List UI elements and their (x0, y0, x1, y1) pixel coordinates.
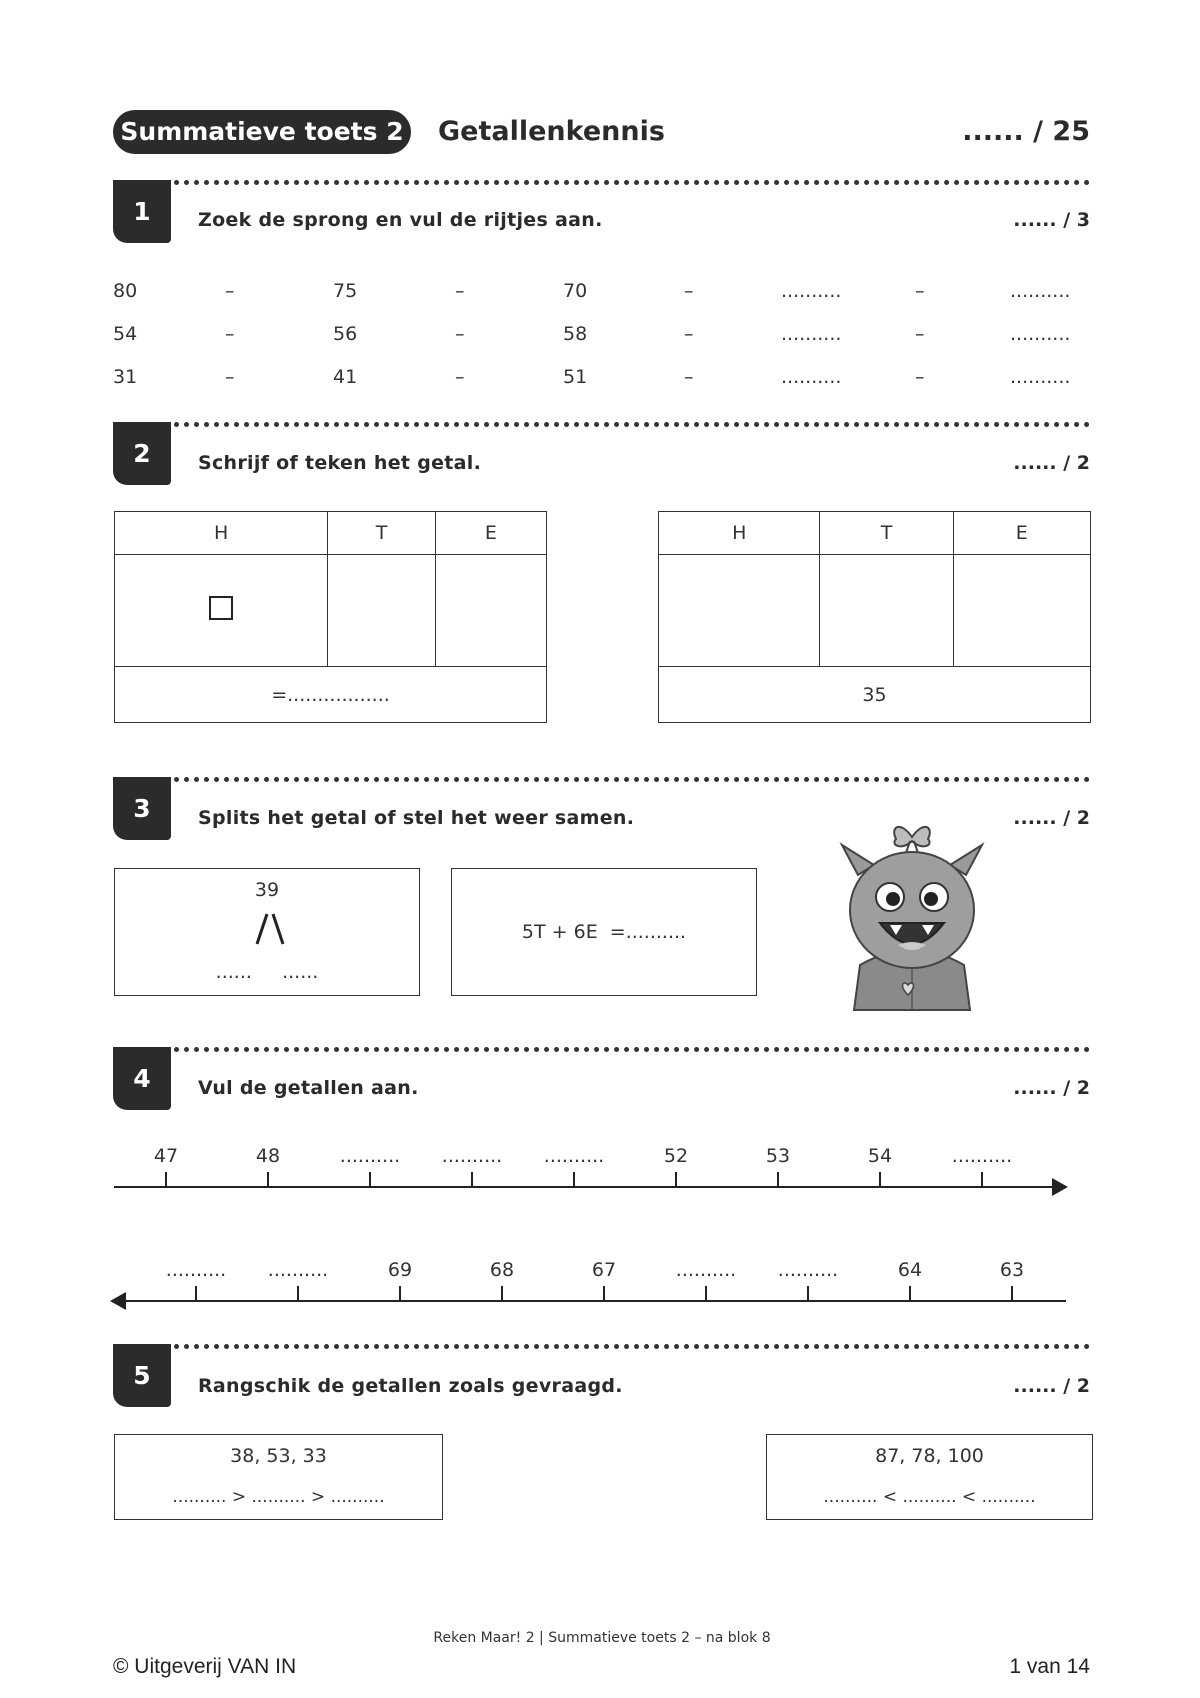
tick (777, 1172, 779, 1188)
tick (267, 1172, 269, 1188)
dash: – (225, 366, 235, 388)
tick (981, 1172, 983, 1188)
numbers-to-order: 87, 78, 100 (875, 1445, 984, 1467)
exercise-number-1: 1 (113, 180, 171, 243)
exercise-number-3: 3 (113, 777, 171, 840)
header-ones: E (435, 512, 546, 555)
exercise-1-instruction: Zoek de sprong en vul de rijtjes aan. (198, 209, 603, 231)
exercise-2-instruction: Schrijf of teken het getal. (198, 452, 482, 474)
split-number: 39 (254, 879, 280, 901)
dash: – (915, 323, 925, 345)
exercise-4-instruction: Vul de getallen aan. (198, 1077, 419, 1099)
number-label: 47 (153, 1145, 179, 1167)
sequence-value: 41 (333, 366, 358, 388)
tick (675, 1172, 677, 1188)
answer-blank[interactable]: .......... (781, 323, 842, 345)
order-answer[interactable]: .......... < .......... < .......... (823, 1487, 1036, 1507)
tick (399, 1286, 401, 1302)
number-label: 52 (663, 1145, 689, 1167)
header-tens: T (328, 512, 436, 555)
monster-mascot-icon (820, 815, 1005, 1015)
tick (165, 1172, 167, 1188)
answer-blank[interactable]: .......... (1010, 280, 1071, 302)
number-label: 69 (387, 1259, 413, 1281)
answer-blank[interactable]: .......... (267, 1259, 329, 1281)
section-divider (174, 180, 1090, 185)
dash: – (225, 323, 235, 345)
sequence-row-2 (113, 323, 1093, 347)
arrow-right-icon (1052, 1178, 1068, 1196)
given-number-cell: 35 (659, 667, 1091, 723)
number-label: 68 (489, 1259, 515, 1281)
split-number-box (114, 868, 420, 996)
tens-cell[interactable] (820, 555, 953, 667)
exercise-2-points: ...... / 2 (1013, 452, 1090, 474)
exercise-5-points: ...... / 2 (1013, 1375, 1090, 1397)
hundred-square-icon (209, 596, 233, 620)
dash: – (455, 280, 465, 302)
number-label: 67 (591, 1259, 617, 1281)
header-hundreds: H (659, 512, 820, 555)
topic-title: Getallenkennis (438, 116, 665, 147)
section-divider (174, 777, 1090, 782)
hundreds-cell (115, 555, 328, 667)
footer-course-info: Reken Maar! 2 | Summatieve toets 2 – na blok 8 (433, 1630, 771, 1646)
header-hundreds: H (115, 512, 328, 555)
sequence-value: 31 (113, 366, 138, 388)
result-cell[interactable]: =................. (115, 667, 547, 723)
exercise-5-instruction: Rangschik de getallen zoals gevraagd. (198, 1375, 623, 1397)
footer-copyright: © Uitgeverij VAN IN (113, 1655, 297, 1678)
answer-blank[interactable]: .......... (781, 280, 842, 302)
sequence-row-3 (113, 366, 1093, 390)
place-value-table-left (114, 511, 547, 723)
answer-blank[interactable]: .......... (675, 1259, 737, 1281)
section-divider (174, 422, 1090, 427)
order-answer[interactable]: .......... > .......... > .......... (172, 1487, 385, 1507)
place-value-table-right (658, 511, 1091, 723)
tick (807, 1286, 809, 1302)
dash: – (915, 280, 925, 302)
answer-blank[interactable]: .......... (165, 1259, 227, 1281)
tick (573, 1172, 575, 1188)
section-divider (174, 1344, 1090, 1349)
exercise-4-points: ...... / 2 (1013, 1077, 1090, 1099)
numbers-to-order: 38, 53, 33 (230, 1445, 327, 1467)
tick (195, 1286, 197, 1302)
total-score: ...... / 25 (962, 116, 1090, 147)
sequence-value: 51 (563, 366, 588, 388)
tick (909, 1286, 911, 1302)
tick (369, 1172, 371, 1188)
exercise-1-points: ...... / 3 (1013, 209, 1090, 231)
number-label: 63 (999, 1259, 1025, 1281)
sequence-value: 58 (563, 323, 588, 345)
answer-blank[interactable]: .......... (781, 366, 842, 388)
number-line-1 (114, 1186, 1061, 1188)
exercise-3-points: ...... / 2 (1013, 807, 1090, 829)
exercise-number-2: 2 (113, 422, 171, 485)
answer-blank[interactable]: .......... (339, 1145, 401, 1167)
exercise-number-5: 5 (113, 1344, 171, 1407)
tick (603, 1286, 605, 1302)
number-label: 54 (867, 1145, 893, 1167)
ones-cell (435, 555, 546, 667)
number-label: 48 (255, 1145, 281, 1167)
header-tens: T (820, 512, 953, 555)
answer-blank[interactable]: .......... (1010, 366, 1071, 388)
dash: – (684, 323, 694, 345)
sequence-value: 75 (333, 280, 358, 302)
tick (879, 1172, 881, 1188)
split-branches-icon (245, 909, 295, 949)
answer-blank[interactable]: .......... (441, 1145, 503, 1167)
tick (471, 1172, 473, 1188)
answer-blank[interactable]: .......... (777, 1259, 839, 1281)
header-ones: E (953, 512, 1090, 555)
dash: – (455, 323, 465, 345)
dash: – (455, 366, 465, 388)
split-blanks[interactable]: ...... ...... (215, 961, 319, 983)
tick (501, 1286, 503, 1302)
dash: – (225, 280, 235, 302)
tick (297, 1286, 299, 1302)
dash: – (915, 366, 925, 388)
test-title-badge: Summatieve toets 2 (113, 110, 411, 154)
sequence-value: 56 (333, 323, 358, 345)
tick (705, 1286, 707, 1302)
sequence-value: 70 (563, 280, 588, 302)
number-label: 64 (897, 1259, 923, 1281)
compose-number-box (451, 868, 757, 996)
answer-blank[interactable]: .......... (951, 1145, 1013, 1167)
tens-cell (328, 555, 436, 667)
ones-cell[interactable] (953, 555, 1090, 667)
exercise-3-instruction: Splits het getal of stel het weer samen. (198, 807, 635, 829)
dash: – (684, 366, 694, 388)
number-label: 53 (765, 1145, 791, 1167)
order-box-ascending (766, 1434, 1093, 1520)
order-box-descending (114, 1434, 443, 1520)
footer-page-number: 1 van 14 (1009, 1655, 1090, 1678)
section-divider (174, 1047, 1090, 1052)
answer-blank[interactable]: .......... (1010, 323, 1071, 345)
sequence-value: 80 (113, 280, 138, 302)
number-line-2 (120, 1300, 1066, 1302)
sequence-row-1 (113, 280, 1093, 304)
hundreds-cell[interactable] (659, 555, 820, 667)
arrow-left-icon (110, 1292, 126, 1310)
answer-blank[interactable]: .......... (543, 1145, 605, 1167)
sequence-value: 54 (113, 323, 138, 345)
dash: – (684, 280, 694, 302)
tick (1011, 1286, 1013, 1302)
exercise-number-4: 4 (113, 1047, 171, 1110)
compose-expression[interactable]: 5T + 6E =.......... (521, 921, 687, 943)
